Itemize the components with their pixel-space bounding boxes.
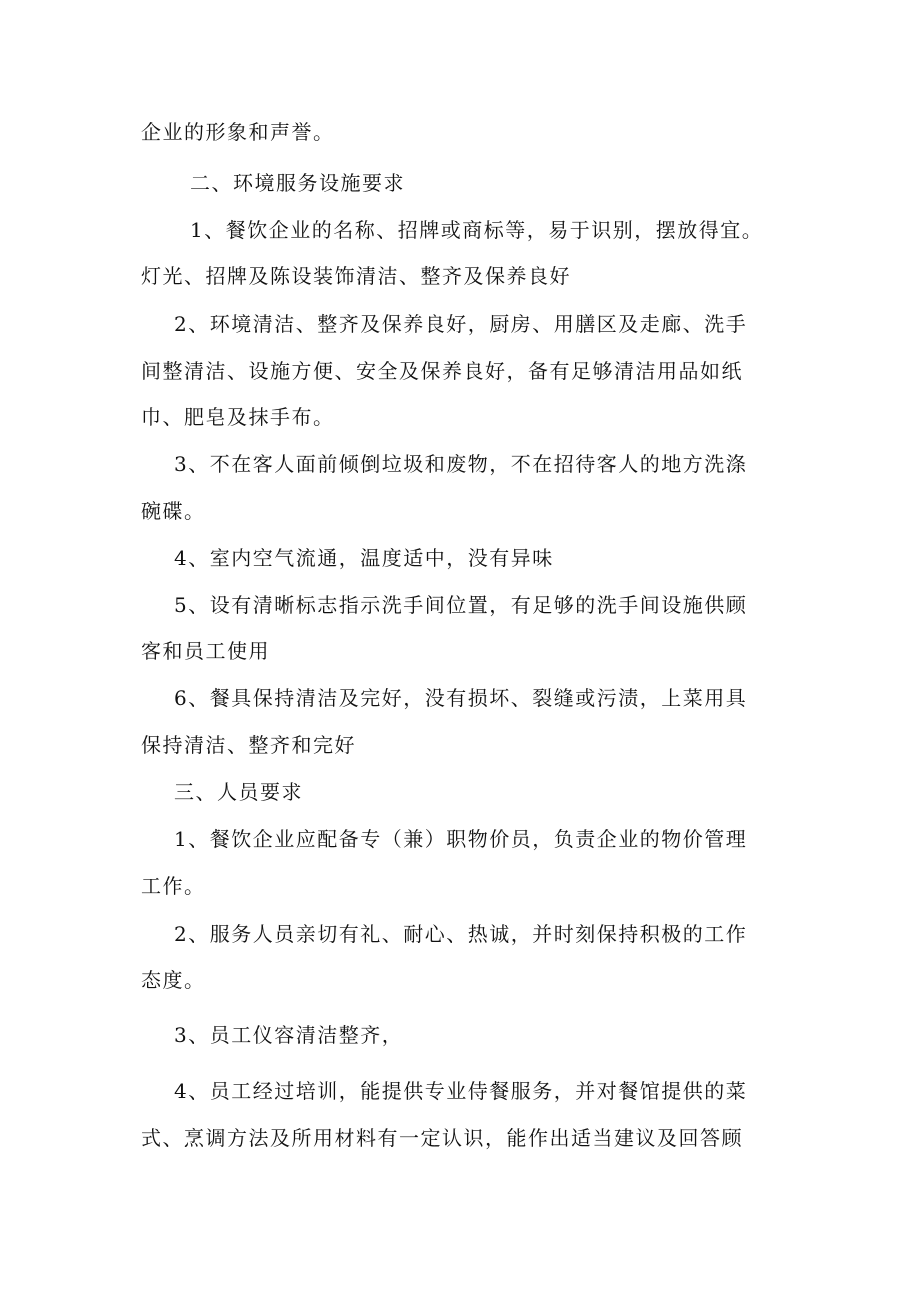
paragraph-line: 6、餐具保持清洁及完好，没有损坏、裂缝或污渍，上菜用具 [174, 686, 748, 710]
paragraph-line: 客和员工使用 [141, 639, 270, 663]
paragraph-line: 3、员工仪容清洁整齐， [174, 1023, 404, 1047]
paragraph-line: 态度。 [141, 968, 206, 992]
section-heading: 二、环境服务设施要求 [190, 171, 405, 195]
paragraph-line: 巾、肥皂及抹手布。 [141, 405, 335, 429]
paragraph-line: 碗碟。 [141, 499, 206, 523]
paragraph-line: 2、环境清洁、整齐及保养良好，厨房、用膳区及走廊、洗手 [174, 312, 748, 336]
paragraph-line: 1、餐饮企业的名称、招牌或商标等，易于识别，摆放得宜。 [190, 218, 764, 242]
section-heading: 三、人员要求 [174, 780, 303, 804]
paragraph-line: 式、烹调方法及所用材料有一定认识，能作出适当建议及回答顾 [141, 1126, 743, 1150]
paragraph-line: 工作。 [141, 874, 206, 898]
paragraph-line: 保持清洁、整齐和完好 [141, 733, 356, 757]
paragraph-line: 4、员工经过培训，能提供专业侍餐服务，并对餐馆提供的菜 [174, 1079, 748, 1103]
paragraph-line: 4、室内空气流通，温度适中，没有异味 [174, 546, 554, 570]
paragraph-line: 1、餐饮企业应配备专（兼）职物价员，负责企业的物价管理 [174, 827, 748, 851]
paragraph-line: 3、不在客人面前倾倒垃圾和废物，不在招待客人的地方洗涤 [174, 452, 748, 476]
paragraph-line: 灯光、招牌及陈设装饰清洁、整齐及保养良好 [141, 264, 571, 288]
paragraph-line: 企业的形象和声誉。 [141, 120, 335, 144]
paragraph-line: 5、设有清晰标志指示洗手间位置，有足够的洗手间设施供顾 [174, 593, 748, 617]
paragraph-line: 间整清洁、设施方便、安全及保养良好，备有足够清洁用品如纸 [141, 359, 743, 383]
paragraph-line: 2、服务人员亲切有礼、耐心、热诚，并时刻保持积极的工作 [174, 922, 748, 946]
